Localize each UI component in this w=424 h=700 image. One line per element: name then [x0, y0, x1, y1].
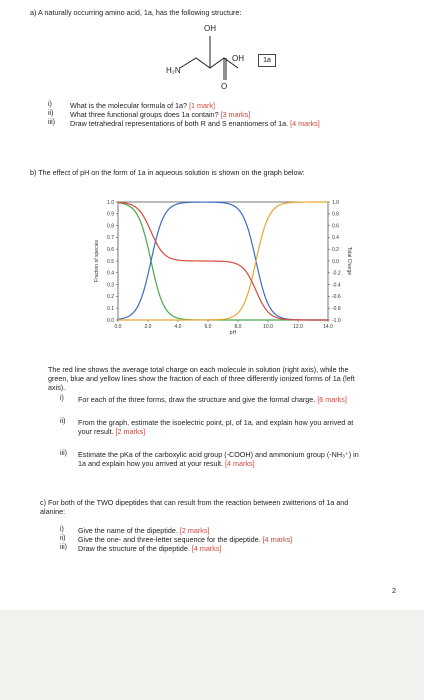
- qb-item-3-num: iii): [60, 450, 67, 457]
- y-tick-label: 0.4: [107, 270, 114, 277]
- y-tick-label: 0.9: [107, 211, 114, 218]
- qa-item-2-num: ii): [48, 110, 54, 117]
- y2-tick-label: 0.2: [332, 247, 339, 253]
- y-tick-label: 0.8: [107, 223, 114, 230]
- x-tick-label: 0.0: [114, 324, 122, 330]
- y-tick-label: 0.0: [107, 317, 114, 324]
- structure-o: O: [221, 82, 228, 91]
- y-tick-label: 0.1: [107, 306, 114, 312]
- y2-tick-label: -0.2: [332, 270, 341, 277]
- y-tick-label: 0.5: [107, 258, 114, 265]
- question-b-intro: b) The effect of pH on the form of 1a in aqueous solution is shown on the graph below:: [30, 168, 305, 177]
- qc-item-1: Give the name of the dipeptide. [2 marks]: [78, 526, 210, 535]
- y-tick-label: 1.0: [107, 199, 114, 206]
- y2-tick-label: -0.6: [332, 294, 341, 301]
- x-tick-label: 8.0: [234, 324, 242, 330]
- y2-axis-label: Total Charge: [346, 246, 352, 276]
- question-b-description: The red line shows the average total charge on each molecule in solution (right axis), while the green, blue and yellow lines show the fraction of each of three differently ionized forms of 1a (left axis).: [48, 365, 355, 392]
- qa-item-1: What is the molecular formula of 1a? [1 mark]: [70, 101, 216, 110]
- y2-tick-label: 0.4: [332, 235, 339, 242]
- qb-item-3: Estimate the pKa of the carboxylic acid group (-COOH) and ammonium group (-NH₃⁺) in 1a and explain how you arrived at your result. [4 marks]: [78, 450, 359, 468]
- y-tick-label: 0.6: [107, 247, 114, 253]
- y-tick-label: 0.3: [107, 282, 114, 289]
- question-c-intro: c) For both of the TWO dipeptides that can result from the reaction between zwitterions of 1a and alanine:: [40, 498, 349, 516]
- qa-item-3-num: iii): [48, 119, 55, 126]
- qc-item-1-num: i): [60, 526, 64, 533]
- x-tick-label: 14.0: [323, 324, 333, 330]
- qb-item-1-num: i): [60, 395, 64, 402]
- x-tick-label: 12.0: [293, 324, 303, 330]
- y2-tick-label: 1.0: [332, 199, 339, 206]
- x-tick-label: 4.0: [174, 324, 182, 330]
- qc-item-2: Give the one- and three-letter sequence for the dipeptide. [4 marks]: [78, 535, 293, 544]
- compound-label-box: 1a: [258, 54, 276, 67]
- y2-tick-label: -0.8: [332, 306, 341, 312]
- qa-item-3: Draw tetrahedral representations of both R and S enantiomers of 1a. [4 marks]: [70, 119, 320, 128]
- page-number: 2: [392, 586, 396, 595]
- y2-tick-label: 0.6: [332, 223, 339, 230]
- x-tick-label: 2.0: [144, 324, 152, 330]
- qc-item-3-num: iii): [60, 544, 67, 551]
- total-charge-line: [118, 202, 328, 320]
- y2-tick-label: -0.4: [332, 282, 341, 289]
- x-tick-label: 10.0: [263, 324, 273, 330]
- y2-tick-label: 0.8: [332, 211, 339, 218]
- qb-item-1: For each of the three forms, draw the structure and give the formal charge. [6 marks]: [78, 395, 347, 404]
- x-axis-label: pH: [229, 330, 237, 336]
- structure-oh-right: OH: [232, 54, 244, 63]
- x-tick-label: 6.0: [204, 324, 212, 330]
- y2-tick-label: 0.0: [332, 258, 339, 265]
- qa-item-2: What three functional groups does 1a contain? [3 marks]: [70, 110, 251, 119]
- qb-item-2: From the graph, estimate the isoelectric point, pI, of 1a, and explain how you arrived at your result. [2 marks]: [78, 418, 354, 436]
- qc-item-2-num: ii): [60, 535, 66, 542]
- y-tick-label: 0.7: [107, 235, 114, 242]
- qa-item-1-num: i): [48, 101, 52, 108]
- qc-item-3: Draw the structure of the dipeptide. [4 marks]: [78, 544, 222, 553]
- y-tick-label: 0.2: [107, 294, 114, 301]
- y-axis-label: Fraction of species: [94, 240, 100, 282]
- y2-tick-label: -1.0: [332, 317, 341, 324]
- question-a-intro: a) A naturally occurring amino acid, 1a, has the following structure:: [30, 8, 242, 17]
- structure-h2n: H₂N: [166, 66, 181, 75]
- ph-speciation-chart: [80, 194, 370, 364]
- structure-oh-top: OH: [204, 24, 216, 33]
- qb-item-2-num: ii): [60, 418, 66, 425]
